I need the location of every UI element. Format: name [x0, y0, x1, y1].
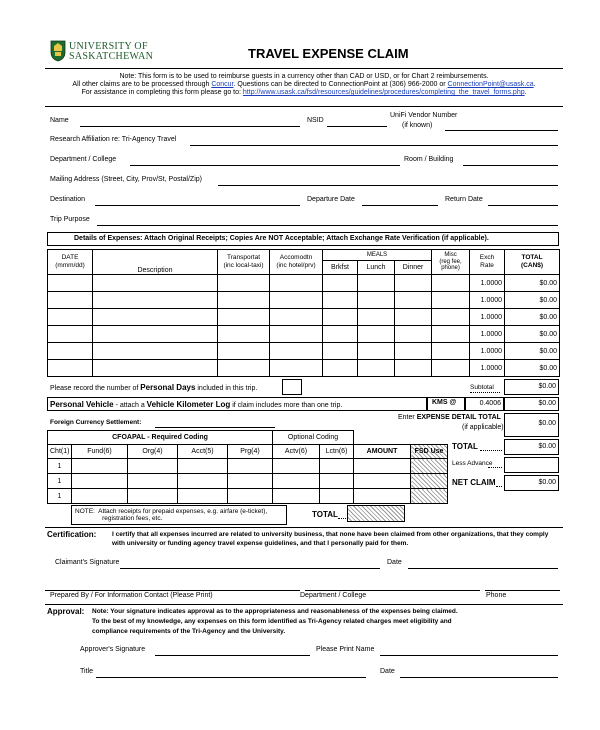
prepared-dept-label: Department / College	[300, 592, 367, 599]
lunch-cell[interactable]	[358, 326, 395, 343]
misc-cell[interactable]	[432, 309, 470, 326]
return-date-label: Return Date	[445, 196, 483, 203]
fund-header: Fund(6)	[72, 445, 128, 459]
university-logo	[50, 40, 160, 66]
col-accom-header: Accomodtn (inc hotel/prv)	[270, 250, 323, 275]
fsd-use-header: FSD Use	[411, 445, 448, 459]
cht-cell[interactable]: 1	[48, 459, 72, 474]
personal-days-label: Please record the number of Personal Days included in this trip.	[50, 383, 258, 392]
certification-text: I certify that all expenses incurred are related to university business, that none have been claimed from other organizations, that they comply with university or funding agency travel expense guidelines, and that I personally paid for them.	[112, 531, 549, 547]
prepared-by-field[interactable]	[45, 590, 300, 591]
dinner-cell[interactable]	[395, 343, 432, 360]
bottom-total-leader	[338, 518, 346, 519]
transport-cell[interactable]	[218, 309, 270, 326]
room-field[interactable]	[463, 165, 558, 166]
misc-cell[interactable]	[432, 326, 470, 343]
amount-cell[interactable]	[354, 474, 411, 489]
fund-cell[interactable]	[72, 459, 128, 474]
subtotal-leader	[470, 392, 500, 393]
expense-table	[47, 249, 560, 377]
claimant-date-label: Date	[387, 559, 402, 566]
prg-cell[interactable]	[228, 489, 273, 504]
unifi-vendor-label: UniFi Vendor Number	[390, 112, 458, 119]
cfoapal-title: CFOAPAL - Required Coding	[48, 431, 273, 445]
acct-header: Acct(5)	[178, 445, 228, 459]
kms-total: $0.00	[504, 397, 559, 411]
misc-cell[interactable]	[432, 292, 470, 309]
lctn-cell[interactable]	[320, 459, 354, 474]
lctn-cell[interactable]	[320, 489, 354, 504]
row-total-cell: $0.00	[505, 343, 560, 360]
vehicle-banner: Personal Vehicle - attach a Vehicle Kilometer Log if claim includes more than one trip.	[47, 397, 427, 411]
accom-cell[interactable]	[270, 292, 323, 309]
date-cell[interactable]	[48, 275, 93, 292]
fund-cell[interactable]	[72, 489, 128, 504]
acct-cell[interactable]	[178, 459, 228, 474]
table-row	[48, 474, 448, 489]
university-name-line1: UNIVERSITY OF	[69, 41, 148, 52]
kms-rate[interactable]: 0.4006	[465, 397, 504, 411]
notes	[45, 73, 563, 97]
lunch-cell[interactable]	[358, 360, 395, 377]
net-claim-leader	[496, 486, 502, 487]
brkfst-cell[interactable]	[323, 309, 358, 326]
col-misc-header: Misc (reg fee, phone)	[432, 250, 470, 275]
exch-rate-cell[interactable]: 1.0000	[470, 326, 505, 343]
accom-cell[interactable]	[270, 326, 323, 343]
transport-cell[interactable]	[218, 360, 270, 377]
description-cell[interactable]	[93, 275, 218, 292]
lctn-cell[interactable]	[320, 474, 354, 489]
notes-rule	[45, 106, 563, 107]
dinner-cell[interactable]	[395, 309, 432, 326]
transport-cell[interactable]	[218, 275, 270, 292]
claimant-date-field[interactable]	[408, 568, 558, 569]
fund-cell[interactable]	[72, 474, 128, 489]
subtotal-value: $0.00	[504, 379, 559, 395]
please-print-name-field[interactable]	[380, 655, 558, 656]
name-label: Name	[50, 117, 69, 124]
misc-cell[interactable]	[432, 275, 470, 292]
university-name-line2: SASKATCHEWAN	[69, 51, 154, 62]
less-advance-leader	[488, 467, 502, 468]
department-label: Department / College	[50, 156, 117, 163]
approver-date-label: Date	[380, 668, 395, 675]
amount-header: AMOUNT	[354, 445, 411, 459]
research-affiliation-label: Research Affiliation re: Tri-Agency Travel	[50, 136, 177, 143]
page-title: TRAVEL EXPENSE CLAIM	[248, 46, 409, 61]
table-row	[48, 489, 448, 504]
date-cell[interactable]	[48, 360, 93, 377]
total-label: TOTAL	[452, 442, 478, 451]
table-row	[48, 343, 560, 360]
destination-field[interactable]	[95, 205, 300, 206]
dinner-cell[interactable]	[395, 360, 432, 377]
description-cell[interactable]	[93, 309, 218, 326]
if-applicable-label: (if applicable)	[462, 424, 504, 431]
trip-purpose-label: Trip Purpose	[50, 216, 90, 223]
foreign-currency-field[interactable]	[155, 427, 275, 428]
lctn-header: Lctn(6)	[320, 445, 354, 459]
approval-text-3: compliance requirements of the Tri-Agency and the University.	[92, 628, 286, 635]
description-cell[interactable]	[93, 326, 218, 343]
personal-days-input[interactable]	[282, 379, 302, 395]
prepared-by-label: Prepared By / For Information Contact (Please Print)	[50, 592, 213, 599]
lunch-cell[interactable]	[358, 275, 395, 292]
prepared-dept-field[interactable]	[305, 590, 480, 591]
table-row	[48, 275, 560, 292]
brkfst-cell[interactable]	[323, 275, 358, 292]
col-date-header: DATE (mmm/dd)	[48, 250, 93, 275]
exch-rate-cell[interactable]: 1.0000	[470, 292, 505, 309]
prg-header: Prg(4)	[228, 445, 273, 459]
lunch-cell[interactable]	[358, 343, 395, 360]
org-header: Org(4)	[128, 445, 178, 459]
less-advance-value[interactable]	[504, 457, 559, 473]
fsd-use-cell	[411, 489, 448, 504]
col-lunch-header: Lunch	[358, 261, 395, 275]
lunch-cell[interactable]	[358, 292, 395, 309]
lunch-cell[interactable]	[358, 309, 395, 326]
accom-cell[interactable]	[270, 343, 323, 360]
receipts-note: NOTE: Attach receipts for prepaid expenses, e.g. airfare (e-ticket), registration fees, etc.	[71, 505, 287, 525]
actv-cell[interactable]	[273, 459, 320, 474]
col-description-header: Description	[93, 250, 218, 275]
departure-date-field[interactable]	[362, 205, 438, 206]
actv-header: Actv(6)	[273, 445, 320, 459]
trip-purpose-field[interactable]	[97, 225, 558, 226]
date-cell[interactable]	[48, 326, 93, 343]
misc-cell[interactable]	[432, 360, 470, 377]
fsd-use-cell	[411, 459, 448, 474]
exch-rate-cell[interactable]: 1.0000	[470, 343, 505, 360]
cht-cell[interactable]: 1	[48, 474, 72, 489]
prg-cell[interactable]	[228, 474, 273, 489]
exch-rate-cell[interactable]: 1.0000	[470, 309, 505, 326]
mailing-label: Mailing Address (Street, City, Prov/St, Postal/Zip)	[50, 176, 202, 183]
note-line-2: All other claims are to be processed through Concur. Questions can be directed to ConnectionPoint at (306) 966-2000 or ConnectionPoint@usask.ca.	[72, 81, 536, 89]
transport-cell[interactable]	[218, 326, 270, 343]
note-line-1: Note: This form is to be used to reimburse guests in a currency other than CAD or USD, or for Chart 2 reimbursements.	[119, 73, 489, 80]
acct-cell[interactable]	[178, 489, 228, 504]
details-text: Attach Original Receipts; Copies Are NOT Acceptable; Attach Exchange Rate Verification (if applicable).	[142, 235, 489, 242]
row-total-cell: $0.00	[505, 309, 560, 326]
description-cell[interactable]	[93, 343, 218, 360]
approver-date-field[interactable]	[400, 677, 558, 678]
table-row	[48, 309, 560, 326]
approver-title-label: Title	[80, 668, 93, 675]
col-exch-header: Exch Rate	[470, 250, 505, 275]
accom-cell[interactable]	[270, 360, 323, 377]
foreign-currency-label: Foreign Currency Settlement:	[50, 419, 142, 426]
row-total-cell: $0.00	[505, 275, 560, 292]
less-advance-label: Less Advance	[452, 460, 493, 467]
approval-text-1: Note: Your signature indicates approval as to the appropriateness and reasonableness of the expenses being claimed.	[92, 608, 458, 615]
optional-coding-title: Optional Coding	[273, 431, 354, 445]
guidelines-link[interactable]: http://www.usask.ca/fsd/resources/guidelines/procedures/completing_the_travel_forms.php	[242, 89, 525, 97]
net-claim-label: NET CLAIM	[452, 478, 496, 487]
table-row	[48, 326, 560, 343]
date-cell[interactable]	[48, 292, 93, 309]
approver-signature-field[interactable]	[155, 655, 310, 656]
col-transport-header: Transportat (inc local-taxi)	[218, 250, 270, 275]
dinner-cell[interactable]	[395, 292, 432, 309]
approval-label: Approval:	[47, 607, 85, 616]
destination-label: Destination	[50, 196, 86, 203]
connectionpoint-email-link[interactable]: ConnectionPoint@usask.ca	[447, 81, 534, 89]
acct-cell[interactable]	[178, 474, 228, 489]
transport-cell[interactable]	[218, 292, 270, 309]
certification-rule	[45, 527, 563, 528]
mailing-field[interactable]	[218, 185, 558, 186]
misc-cell[interactable]	[432, 343, 470, 360]
description-cell[interactable]	[93, 360, 218, 377]
brkfst-cell[interactable]	[323, 326, 358, 343]
name-field[interactable]	[80, 126, 300, 127]
shield-icon	[50, 40, 66, 62]
prg-cell[interactable]	[228, 459, 273, 474]
bottom-total-box	[347, 505, 405, 522]
nsid-field[interactable]	[327, 126, 387, 127]
exch-rate-cell[interactable]: 1.0000	[470, 360, 505, 377]
actv-cell[interactable]	[273, 474, 320, 489]
row-total-cell: $0.00	[505, 326, 560, 343]
room-label: Room / Building	[404, 156, 454, 163]
col-brkfst-header: Brkfst	[323, 261, 358, 275]
table-row	[48, 360, 560, 377]
date-cell[interactable]	[48, 343, 93, 360]
return-date-field[interactable]	[488, 205, 558, 206]
accom-cell[interactable]	[270, 275, 323, 292]
fsd-use-cell	[411, 474, 448, 489]
concur-link[interactable]: Concur	[211, 81, 234, 89]
actv-cell[interactable]	[273, 489, 320, 504]
if-known-label: (if known)	[402, 122, 433, 129]
details-banner	[47, 232, 559, 246]
claimant-signature-label: Claimant's Signature	[55, 559, 120, 566]
department-field[interactable]	[130, 165, 400, 166]
col-total-header: TOTAL (CAN$)	[505, 250, 560, 275]
transport-cell[interactable]	[218, 343, 270, 360]
note-line-3: For assistance in completing this form please go to: http://www.usask.ca/fsd/resources/guidelines/procedures/completing_the_travel_forms.php.	[81, 89, 527, 97]
table-row	[48, 459, 448, 474]
col-dinner-header: Dinner	[395, 261, 432, 275]
org-cell[interactable]	[128, 474, 178, 489]
certification-label: Certification:	[47, 530, 97, 539]
approver-title-field[interactable]	[96, 677, 366, 678]
description-cell[interactable]	[93, 292, 218, 309]
claimant-signature-field[interactable]	[120, 568, 380, 569]
subtotal-label: Subtotal	[470, 384, 494, 391]
row-total-cell: $0.00	[505, 360, 560, 377]
approval-rule	[45, 604, 563, 605]
brkfst-cell[interactable]	[323, 360, 358, 377]
research-affiliation-field[interactable]	[190, 145, 558, 146]
approver-signature-label: Approver's Signature	[80, 646, 146, 653]
cfoapal-table	[47, 430, 448, 504]
accom-cell[interactable]	[270, 309, 323, 326]
kms-label: KMS @	[432, 399, 457, 406]
cht-cell[interactable]: 1	[48, 489, 72, 504]
org-cell[interactable]	[128, 459, 178, 474]
date-cell[interactable]	[48, 309, 93, 326]
approval-text-2: To the best of my knowledge, any expenses on this form identified as Tri-Agency related charges meet eligibility and	[92, 618, 452, 625]
please-print-name-label: Please Print Name	[316, 646, 375, 653]
col-meals-header: MEALS	[323, 250, 432, 261]
prepared-phone-field[interactable]	[485, 590, 560, 591]
org-cell[interactable]	[128, 489, 178, 504]
departure-date-label: Departure Date	[307, 196, 355, 203]
unifi-vendor-field[interactable]	[445, 130, 558, 131]
row-total-cell: $0.00	[505, 292, 560, 309]
brkfst-cell[interactable]	[323, 343, 358, 360]
details-title: Details of Expenses:	[74, 235, 143, 242]
total-leader	[480, 450, 502, 451]
nsid-label: NSID	[307, 117, 324, 124]
cht-header: Cht(1)	[48, 445, 72, 459]
dinner-cell[interactable]	[395, 275, 432, 292]
exch-rate-cell[interactable]: 1.0000	[470, 275, 505, 292]
table-row	[48, 292, 560, 309]
amount-cell[interactable]	[354, 489, 411, 504]
brkfst-cell[interactable]	[323, 292, 358, 309]
bottom-total-label: TOTAL	[312, 510, 338, 519]
total-value: $0.00	[504, 439, 559, 455]
dinner-cell[interactable]	[395, 326, 432, 343]
enter-expense-total-label: Enter EXPENSE DETAIL TOTAL	[398, 414, 501, 421]
prepared-phone-label: Phone	[486, 592, 507, 599]
title-rule	[45, 68, 563, 69]
amount-cell[interactable]	[354, 459, 411, 474]
net-claim-value: $0.00	[504, 475, 559, 491]
expense-detail-total: $0.00	[504, 413, 559, 437]
